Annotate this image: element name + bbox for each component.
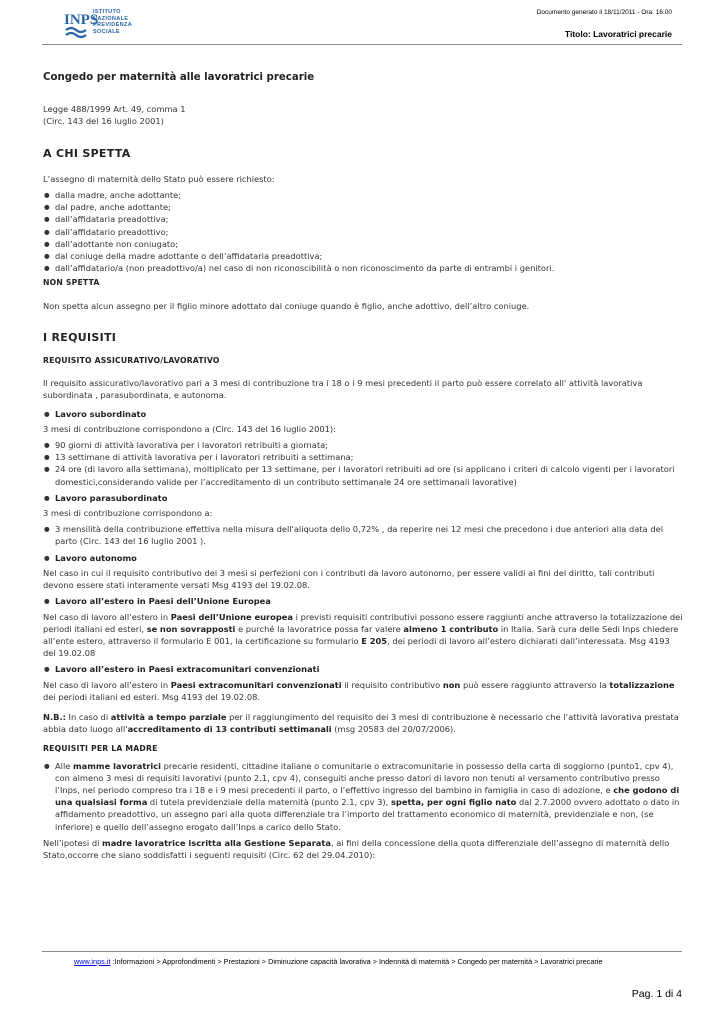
footer-divider xyxy=(42,951,682,952)
list-item: ● dall’affidatario preadottivo; xyxy=(43,226,683,238)
generated-date: Documento generato il 18/11/2011 - Ora. 16.00 xyxy=(536,9,672,16)
list-item: ● Alle mamme lavoratrici precarie residenti, cittadine italiane o comunitarie o extracomunitarie in possesso della carta di soggiorno (punto1, cpv 4), con almeno 3 mesi di requisiti lavorativi (punto 2.1, cpv 4), conseguiti anche presso datori di lavoro non tenuti al versamento contributivo presso l’Inps, nel periodo compreso tra i 18 e i 9 mesi precedenti il parto, o l’effettivo ingresso del bambino in famiglia in caso di adozione, e che godono di una qualsiasi forma di tutela previdenziale della maternità (punto 2.1, cpv 3), spetta, per ogni figlio nato dal 2.7.2000 ovvero adottato o dato in affidamento preadottivo, un assegno pari alla quota differenziale tra l’importo del trattamento economico di maternità, previdenziale e non, (se inferiore) e quello dell’assegno erogato dall’Inps a carico dello Stato. xyxy=(43,760,683,833)
non-spetta-title: NON SPETTA xyxy=(43,278,100,288)
parasubordinato-intro: 3 mesi di contribuzione corrispondono a: xyxy=(43,508,213,519)
parasubordinato-list xyxy=(43,523,683,547)
list-item: ● 13 settimane di attività lavorativa per i lavoratori retribuiti a settimana; xyxy=(43,451,683,463)
estero-ue-label: ● Lavoro all’estero in Paesi dell’Unione Europea xyxy=(43,595,683,607)
autonomo-text: Nel caso in cui il requisito contributivo dei 3 mesi si perfezioni con i contributi da lavoro autonomo, per essere validi ai fini del diritto, tali contributi devono essere stati interamente versati Msg 4193 del 19.02.08. xyxy=(43,567,655,591)
estero-extra-text: Nel caso di lavoro all’estero in Paesi extracomunitari convenzionati il requisito contributivo non può essere raggiunto attraverso la totalizzazione dei periodi italiani ed esteri. Msg 4193 del 19.02.08. xyxy=(43,679,675,702)
parasubordinato-label: ● Lavoro parasubordinato xyxy=(43,492,683,504)
estero-ue-text: Nel caso di lavoro all’estero in Paesi dell’Unione europea i previsti requisiti contributivi possono essere raggiunti anche attraverso la totalizzazione dei periodi italiani ed esteri, se non sovrapposti e purché la lavoratrice possa far valere almeno 1 contributo in Italia. Sarà cura delle Sedi Inps chiedere all’ente estero, attraverso il formulario E 001, la certificazione su formulario E 205, dei periodi di lavoro all’estero dichiarati dall’interessata. Msg 4193 del 19.02.08 xyxy=(43,611,683,659)
list-item: ● dalla madre, anche adottante; xyxy=(43,189,683,201)
list-item: ● dall’affidatario/a (non preadottivo/a) nel caso di non riconoscibilità o non riconoscimento da parte di entrambi i genitori. xyxy=(43,262,683,274)
estero-extra-label: ● Lavoro all’estero in Paesi extracomunitari convenzionati xyxy=(43,663,683,675)
list-item: ● dall’affidataria preadottiva; xyxy=(43,213,683,225)
nb-note: N.B.: In caso di attività a tempo parziale per il raggiungimento del requisito dei 3 mesi di contribuzione è necessario che l’attività lavorativa prestata abbia dato luogo all'accreditamento di 13 contributi settimanali (msg 20583 del 20/07/2006). xyxy=(43,711,679,735)
page-heading: Congedo per maternità alle lavoratrici precarie xyxy=(43,72,315,83)
section-title-a-chi-spetta: A CHI SPETTA xyxy=(43,146,131,160)
document-title: Titolo: Lavoratrici precarie xyxy=(564,29,672,39)
header-divider xyxy=(42,44,682,45)
autonomo-label: ● Lavoro autonomo xyxy=(43,552,683,564)
list-item: ● dal coniuge della madre adottante o dell’affidataria preadottiva; xyxy=(43,250,683,262)
eligibility-list xyxy=(43,189,683,274)
subordinato-label: ● Lavoro subordinato xyxy=(43,408,683,420)
madre-list xyxy=(43,760,683,833)
gestione-separata-text: Nell’ipotesi di madre lavoratrice iscritta alla Gestione Separata, ai fini della concessione della quota differenziale dell’assegno di maternità dello Stato,occorre che siano soddisfatti i seguenti requisiti (Circ. 62 del 29.04.2010): xyxy=(43,837,670,860)
list-item: ● 24 ore (di lavoro alla settimana), moltiplicato per 13 settimane, per i lavoratori retribuiti ad ore (si applicano i criteri di calcolo vigenti per i lavoratori domestici,considerando valide per l’accreditamento di un contributo settimanale 24 ore settimanali lavorative) xyxy=(43,463,683,487)
inps-logo xyxy=(63,6,173,46)
subsection-title-madre: REQUISITI PER LA MADRE xyxy=(43,744,158,754)
subordinato-intro: 3 mesi di contribuzione corrispondono a (Circ. 143 del 16 luglio 2001): xyxy=(43,423,336,434)
logo-text: ISTITUTO NAZIONALE PREVIDENZA SOCIALE xyxy=(93,9,133,35)
subordinato-list xyxy=(43,439,683,488)
svg-text:INPS: INPS xyxy=(64,12,99,28)
page-number: Pag. 1 di 4 xyxy=(631,988,682,1000)
circular-reference: (Circ. 143 del 16 luglio 2001) xyxy=(43,116,164,127)
breadcrumb-path: :Informazioni > Approfondimenti > Prestazioni > Diminuzione capacità lavorativa > Indennità di maternità > Congedo per maternità > Lavoratrici precarie xyxy=(110,957,603,966)
non-spetta-text: Non spetta alcun assegno per il figlio minore adottato dal coniuge quando è figlio, anche adottivo, dell’altro coniuge. xyxy=(43,300,530,311)
subsection-title-assicurativo: REQUISITO ASSICURATIVO/LAVORATIVO xyxy=(43,356,220,366)
assicurativo-text: Il requisito assicurativo/lavorativo pari a 3 mesi di contribuzione tra i 18 o i 9 mesi precedenti il parto può essere correlato all' attività lavorativa subordinata , parasubordinata, e autonoma. xyxy=(43,378,643,401)
list-item: ● dal padre, anche adottante; xyxy=(43,201,683,213)
list-item: ● 3 mensilità della contribuzione effettiva nella misura dell'aliquota dello 0,72% , da reperire nei 12 mesi che precedono i due anteriori alla data del parto (Circ. 143 del 16 luglio 2001 ). xyxy=(43,523,683,547)
inps-logo-icon xyxy=(63,6,99,42)
section-title-requisiti: I REQUISITI xyxy=(43,330,117,344)
list-item: ● 90 giorni di attività lavorativa per i lavoratori retribuiti a giornata; xyxy=(43,439,683,451)
eligibility-intro: L’assegno di maternità dello Stato può essere richiesto: xyxy=(43,173,275,184)
law-reference: Legge 488/1999 Art. 49, comma 1 xyxy=(43,104,186,115)
document-body xyxy=(43,72,683,861)
inps-link[interactable]: www.inps.it xyxy=(74,957,111,966)
footer-breadcrumb xyxy=(74,957,674,967)
list-item: ● dall’adottante non coniugato; xyxy=(43,238,683,250)
